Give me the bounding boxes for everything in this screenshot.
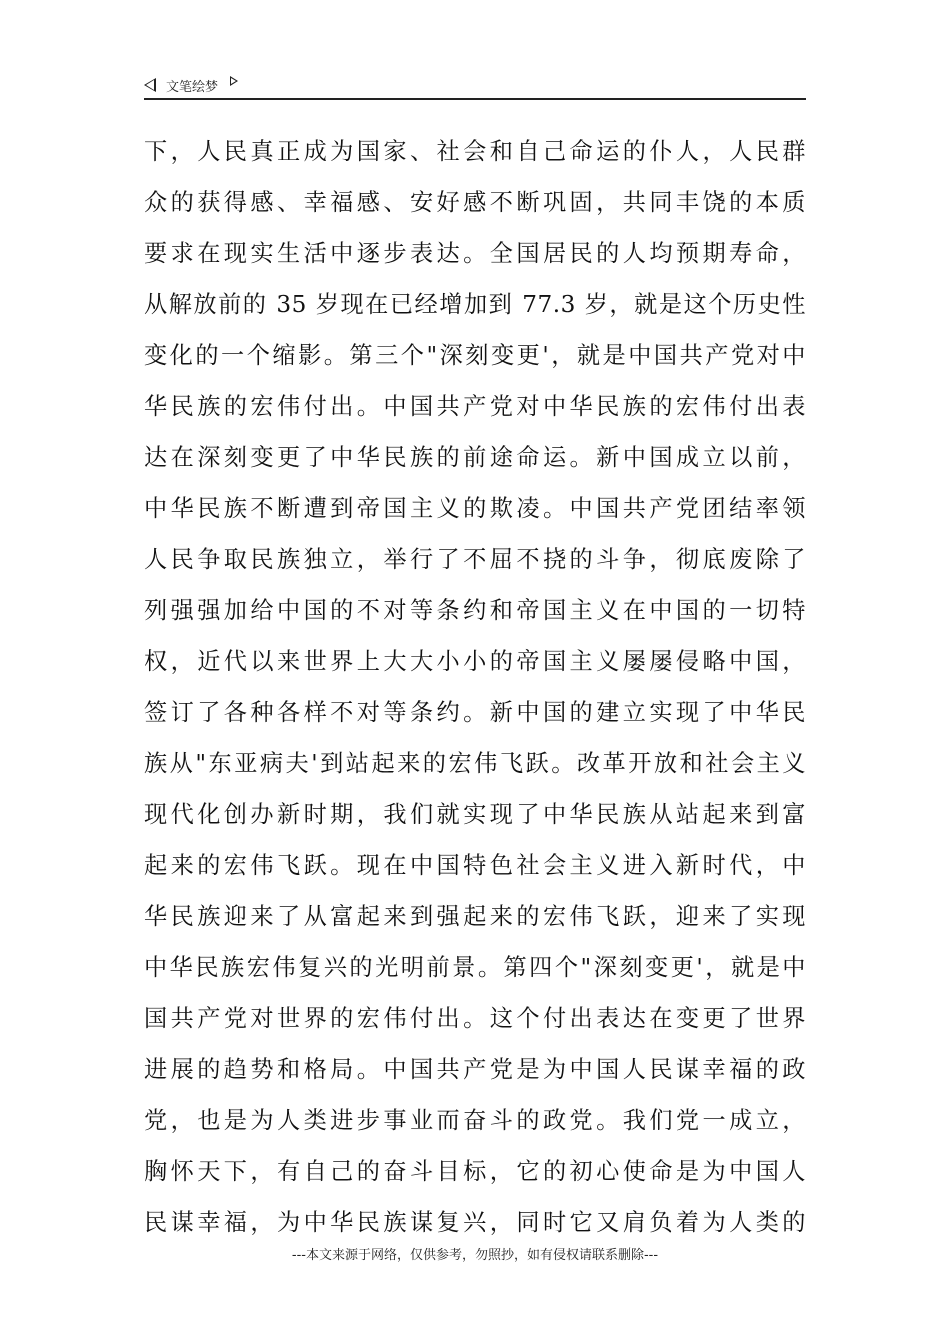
text-line: 华民族迎来了从富起来到强起来的宏伟飞跃，迎来了实现 [144,903,806,930]
brand-name: 文笔绘梦 [166,79,219,95]
text-line: 签订了各种各样不对等条约。新中国的建立实现了中华民 [144,699,806,726]
text-line: 达在深刻变更了中华民族的前途命运。新中国成立以前， [144,444,806,471]
text-line: 族从"东亚病夫'到站起来的宏伟飞跃。改革开放和社会主义 [144,750,806,777]
text-line: 下，人民真正成为国家、社会和自己命运的仆人，人民群 [144,138,806,165]
text-line: 列强强加给中国的不对等条约和帝国主义在中国的一切特 [144,597,806,624]
text-line: 华民族的宏伟付出。中国共产党对中华民族的宏伟付出表 [144,393,806,420]
text-line: 人民争取民族独立，举行了不屈不挠的斗争，彻底废除了 [144,546,806,573]
page-footer: ---本文来源于网络，仅供参考，勿照抄，如有侵权请联系删除--- [291,1248,659,1263]
text-line: 党，也是为人类进步事业而奋斗的政党。我们党一成立， [144,1107,806,1134]
text-line: 从解放前的 35 岁现在已经增加到 77.3 岁，就是这个历史性 [144,291,806,318]
text-line: 民谋幸福，为中华民族谋复兴，同时它又肩负着为人类的 [144,1209,806,1236]
document-body [144,126,806,1248]
triangle-left-outline-icon [144,78,156,92]
text-line: 起来的宏伟飞跃。现在中国特色社会主义进入新时代，中 [144,852,806,879]
text-line: 现代化创办新时期，我们就实现了中华民族从站起来到富 [144,801,806,828]
text-line: 众的获得感、幸福感、安好感不断巩固，共同丰饶的本质 [144,189,806,216]
triangle-right-outline-icon [230,76,238,86]
text-line: 中华民族不断遭到帝国主义的欺凌。中国共产党团结率领 [144,495,806,522]
text-line: 国共产党对世界的宏伟付出。这个付出表达在变更了世界 [144,1005,806,1032]
text-line: 变化的一个缩影。第三个"深刻变更'，就是中国共产党对中 [144,342,806,369]
text-line: 中华民族宏伟复兴的光明前景。第四个"深刻变更'，就是中 [144,954,806,981]
text-line: 进展的趋势和格局。中国共产党是为中国人民谋幸福的政 [144,1056,806,1083]
text-line: 要求在现实生活中逐步表达。全国居民的人均预期寿命， [144,240,806,267]
text-line: 权，近代以来世界上大大小小的帝国主义屡屡侵略中国， [144,648,806,675]
text-line: 胸怀天下，有自己的奋斗目标，它的初心使命是为中国人 [144,1158,806,1185]
page-header [144,72,806,100]
